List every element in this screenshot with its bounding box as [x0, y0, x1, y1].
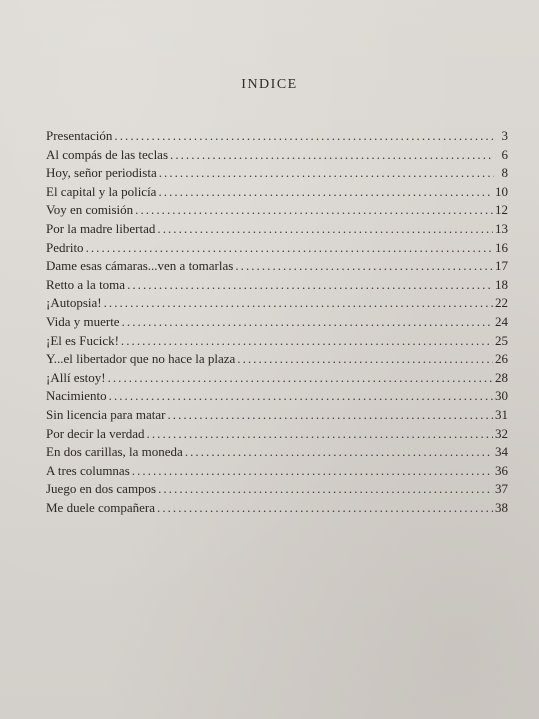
toc-entry — [46, 220, 508, 239]
toc-entry-page: 17 — [495, 258, 508, 274]
toc-entry — [46, 294, 508, 313]
toc-entry-page: 13 — [495, 220, 508, 236]
toc-entry-title: Voy en comisión — [46, 202, 134, 218]
toc-entry — [46, 499, 508, 518]
toc-entry — [46, 201, 508, 220]
toc-entry-title: Al compás de las teclas — [46, 146, 169, 162]
toc-entry-page: 16 — [495, 239, 508, 255]
dot-leader — [108, 369, 493, 387]
toc-entry-page: 28 — [495, 369, 508, 385]
toc-entry — [46, 387, 508, 406]
toc-entry-title: Presentación — [46, 128, 113, 143]
dot-leader — [86, 239, 493, 257]
toc-entry — [46, 239, 508, 258]
toc-entry-page: 38 — [495, 499, 508, 515]
toc-entry-page: 25 — [495, 332, 508, 348]
toc-entry-title: Nacimiento — [46, 388, 107, 404]
index-heading: INDICE — [241, 77, 298, 92]
toc-entry — [46, 127, 508, 146]
toc-entry-page: 10 — [495, 183, 508, 199]
toc-entry-page: 34 — [495, 444, 508, 460]
toc-entry — [46, 257, 508, 276]
dot-leader — [237, 350, 493, 368]
dot-leader — [158, 480, 493, 498]
toc-entry — [46, 443, 508, 462]
dot-leader — [158, 183, 493, 201]
toc-entry-page: 3 — [501, 128, 508, 143]
toc-entry-title: ¡Allí estoy! — [46, 369, 106, 385]
dot-leader — [185, 443, 493, 461]
toc-entry-page: 26 — [495, 351, 508, 367]
dot-leader — [132, 462, 493, 480]
dot-leader — [167, 406, 493, 424]
toc-entry-title: ¡Autopsia! — [46, 295, 102, 311]
toc-entry-title: ¡El es Fucick! — [46, 332, 119, 348]
toc-entry-page: 32 — [495, 425, 508, 441]
dot-leader — [127, 276, 493, 294]
dot-leader — [170, 146, 494, 164]
toc-entry-page: 12 — [495, 202, 508, 218]
toc-entry-title: Me duele compañera — [46, 499, 156, 515]
toc-entry-page: 30 — [495, 388, 508, 404]
toc-entry-title: Retto a la toma — [46, 276, 126, 292]
toc-entry-page: 31 — [495, 406, 508, 422]
dot-leader — [235, 257, 493, 275]
toc-entry-page: 8 — [501, 165, 508, 181]
dot-leader — [104, 294, 493, 312]
dot-leader — [147, 425, 493, 443]
dot-leader — [157, 499, 493, 517]
dot-leader — [135, 201, 493, 219]
toc-entry — [46, 164, 508, 183]
toc-entry — [46, 462, 508, 481]
dot-leader — [157, 220, 493, 238]
toc-entry-title: En dos carillas, la moneda — [46, 444, 183, 460]
toc-entry — [46, 425, 508, 444]
toc-entry-page: 22 — [495, 295, 508, 311]
toc-entry-title: Sin licencia para matar — [46, 406, 166, 422]
dot-leader — [109, 387, 493, 405]
toc-entry-page: 37 — [495, 481, 508, 497]
toc-entry-page: 24 — [495, 313, 508, 329]
dot-leader — [121, 332, 493, 350]
dot-leader — [114, 127, 494, 145]
toc-entry-page: 6 — [501, 146, 508, 162]
toc-entry-title: Por decir la verdad — [46, 425, 145, 441]
toc-entry — [46, 332, 508, 351]
toc-entry-title: Y...el libertador que no hace la plaza — [46, 351, 236, 367]
table-of-contents — [46, 127, 508, 517]
toc-entry-title: Vida y muerte — [46, 313, 120, 329]
toc-entry — [46, 276, 508, 295]
toc-entry-title: Dame esas cámaras...ven a tomarlas — [46, 258, 234, 274]
toc-entry-title: Pedrito — [46, 239, 84, 255]
toc-entry — [46, 313, 508, 332]
toc-entry — [46, 480, 508, 499]
toc-entry — [46, 183, 508, 202]
toc-entry-title: Por la madre libertad — [46, 220, 156, 236]
toc-entry — [46, 369, 508, 388]
toc-entry — [46, 406, 508, 425]
dot-leader — [159, 164, 494, 182]
toc-entry-title: A tres columnas — [46, 462, 130, 478]
toc-entry — [46, 350, 508, 369]
toc-entry-title: El capital y la policía — [46, 183, 157, 199]
toc-entry — [46, 146, 508, 165]
toc-entry-title: Juego en dos campos — [46, 481, 157, 497]
toc-entry-page: 36 — [495, 462, 508, 478]
dot-leader — [122, 313, 493, 331]
toc-entry-page: 18 — [495, 276, 508, 292]
toc-entry-title: Hoy, señor periodista — [46, 165, 157, 181]
